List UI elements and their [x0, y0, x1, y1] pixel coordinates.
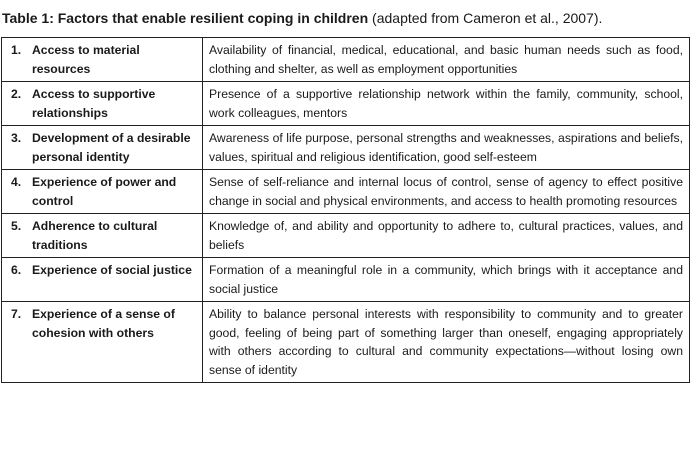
- row-number: 3.: [11, 131, 22, 145]
- factor-description: Formation of a meaningful role in a community, which brings with it acceptance and social justice: [209, 263, 683, 296]
- table-row: [2, 170, 690, 214]
- factor-name: Adherence to cultural traditions: [32, 219, 158, 252]
- factor-description: Knowledge of, and ability and opportunity to adhere to, cultural practices, values, and beliefs: [209, 219, 683, 252]
- factor-cell: [2, 82, 203, 126]
- caption-title: Table 1: Factors that enable resilient coping in children: [2, 10, 369, 26]
- table-row: [2, 126, 690, 170]
- row-number: 2.: [11, 87, 22, 101]
- table-row: [2, 82, 690, 126]
- table-row: [2, 214, 690, 258]
- caption-source: (adapted from Cameron et al., 2007).: [368, 10, 603, 26]
- table-row: [2, 38, 690, 82]
- factor-description: Sense of self-reliance and internal locus of control, sense of agency to effect positive change in social and physical environments, and access to health promoting resources: [209, 175, 683, 208]
- factor-description: Awareness of life purpose, personal strengths and weaknesses, aspirations and beliefs, values, spiritual and religious identification, good self-esteem: [209, 131, 683, 164]
- factor-description: Availability of financial, medical, educational, and basic human needs such as food, clothing and shelter, as well as employment opportunities: [209, 43, 683, 76]
- description-cell: [203, 126, 690, 170]
- description-cell: [203, 170, 690, 214]
- resilience-factors-table: [1, 37, 690, 383]
- table-row: [2, 302, 690, 383]
- factor-cell: [2, 214, 203, 258]
- description-cell: [203, 82, 690, 126]
- row-number: 7.: [11, 307, 22, 321]
- description-cell: [203, 38, 690, 82]
- description-cell: [203, 258, 690, 302]
- factor-cell: [2, 258, 203, 302]
- table-caption: [2, 9, 696, 27]
- factor-description: Ability to balance personal interests with responsibility to community and to greater good, feeling of being part of something larger than oneself, engaging appropriately with others according to cultural and community expectations—without losing own sense of identity: [209, 307, 683, 377]
- row-number: 6.: [11, 263, 22, 277]
- description-cell: [203, 302, 690, 383]
- row-number: 1.: [11, 43, 22, 57]
- factor-name: Access to material resources: [32, 43, 140, 76]
- table-row: [2, 258, 690, 302]
- factor-name: Access to supportive relationships: [32, 87, 156, 120]
- description-cell: [203, 214, 690, 258]
- factor-cell: [2, 126, 203, 170]
- factor-name: Experience of power and control: [32, 175, 177, 208]
- factor-name: Experience of a sense of cohesion with others: [32, 307, 175, 340]
- factor-description: Presence of a supportive relationship network within the family, community, school, work colleagues, mentors: [209, 87, 683, 120]
- factor-cell: [2, 302, 203, 383]
- factor-cell: [2, 38, 203, 82]
- factor-name: Experience of social justice: [32, 263, 192, 277]
- factor-name: Development of a desirable personal identity: [32, 131, 191, 164]
- row-number: 4.: [11, 175, 22, 189]
- factor-cell: [2, 170, 203, 214]
- row-number: 5.: [11, 219, 22, 233]
